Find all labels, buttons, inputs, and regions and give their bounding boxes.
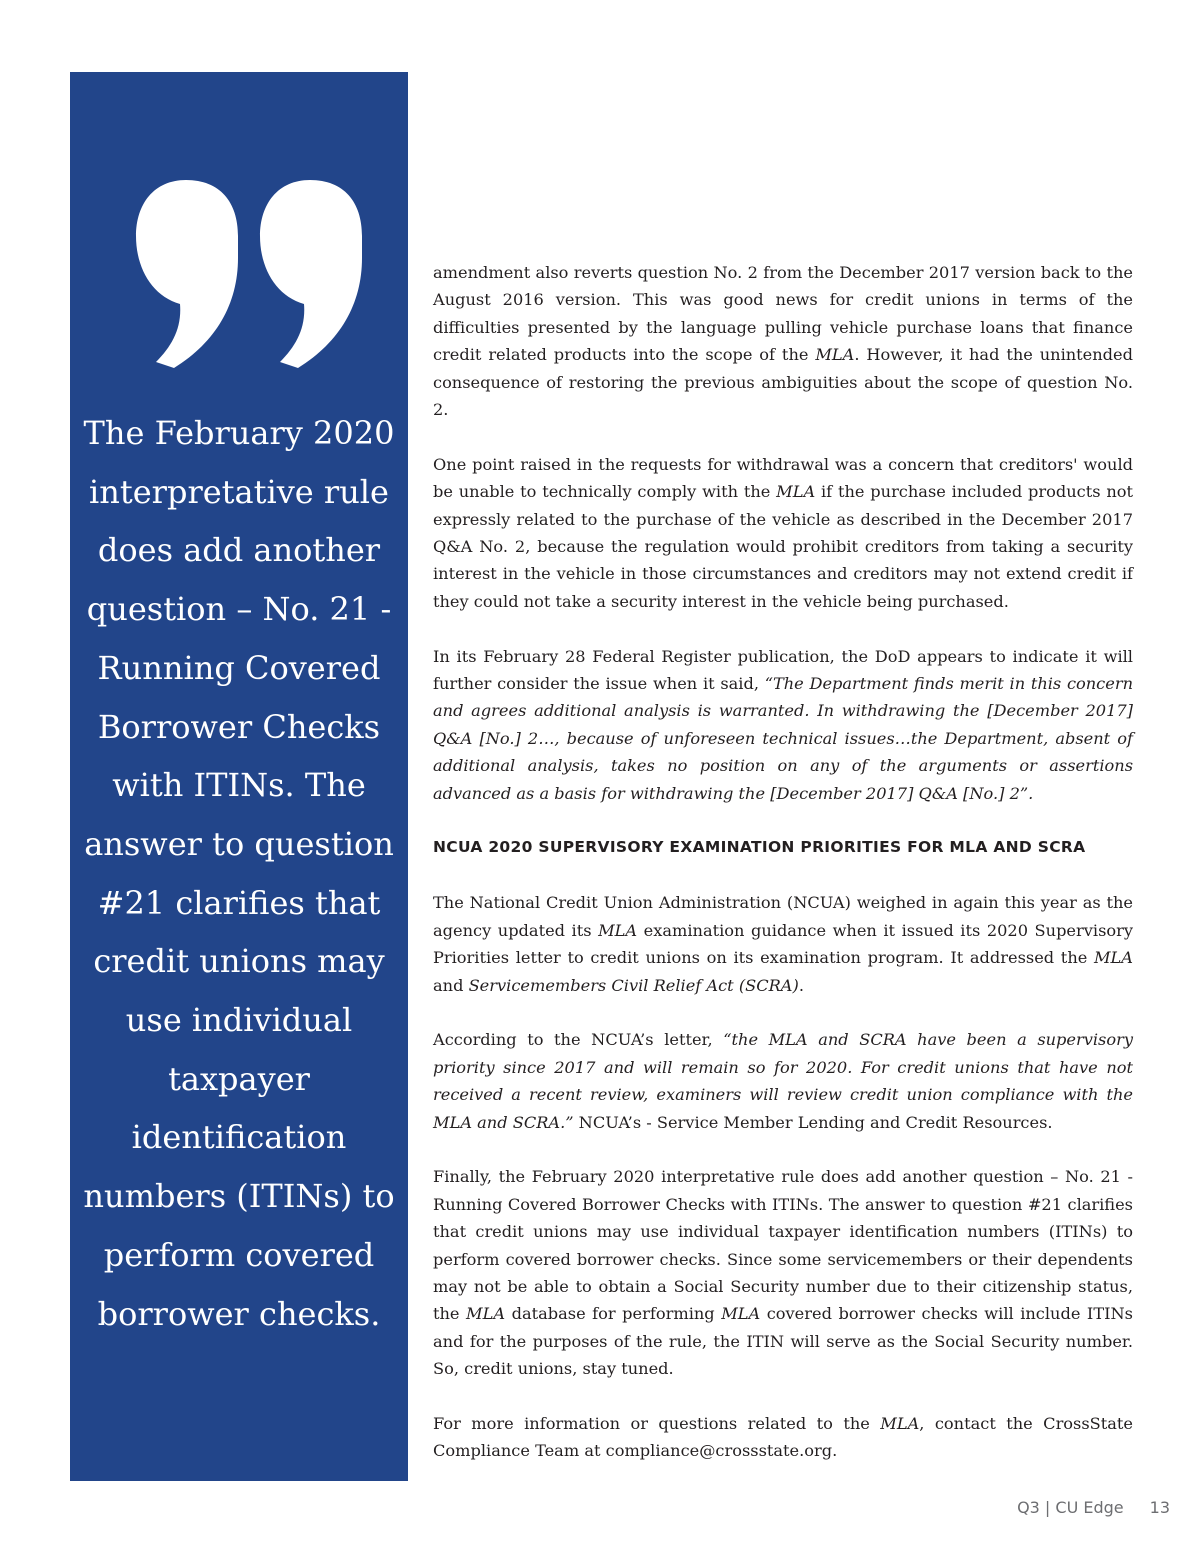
page-footer: [1017, 1498, 1170, 1517]
pull-quote-sidebar: [70, 72, 408, 1481]
paragraph: One point raised in the requests for withdrawal was a concern that creditors' would be unable to technically comply with the MLA if the purchase included products not expressly related to the purchase of the vehicle as described in the December 2017 Q&A No. 2, because the regulation would prohibit creditors from taking a security interest in the vehicle in those circumstances and creditors may not extend credit if they could not take a security interest in the vehicle being purchased.: [433, 454, 1134, 611]
quotation-mark-icon: [134, 178, 364, 368]
pull-quote-text: The February 2020 interpretative rule does add another question – No. 21 - Running Covered Borrower Checks with ITINs. The answer to question #21 clarifies that credit unions may use individual taxpayer identification numbers (ITINs) to perform covered borrower checks.: [83, 414, 395, 1333]
paragraph: amendment also reverts question No. 2 from the December 2017 version back to the August 2016 version. This was good news for credit unions in terms of the difficulties presented by the language pulling vehicle purchase loans that finance credit related products into the scope of the MLA. However, it had the unintended consequence of restoring the previous ambiguities about the scope of question No. 2.: [433, 263, 1133, 420]
section-heading: NCUA 2020 SUPERVISORY EXAMINATION PRIORITIES FOR MLA AND SCRA: [433, 838, 1086, 857]
paragraph: The National Credit Union Administration (NCUA) weighed in again this year as the agency updated its MLA examination guidance when it issued its 2020 Supervisory Priorities letter to credit unions on its examination program. It addressed the MLA and Servicemembers Civil Relief Act (SCRA).: [433, 893, 1134, 995]
article-body: [433, 259, 1133, 1465]
paragraph: For more information or questions related to the MLA, contact the CrossState Compliance Team at compliance@crossstate.org.: [433, 1413, 1133, 1461]
paragraph: According to the NCUA’s letter, “the MLA and SCRA have been a supervisory priority since 2017 and will remain so for 2020. For credit unions that have not received a recent review, examiners will review credit union compliance with the MLA and SCRA.” NCUA’s - Service Member Lending and Credit Resources.: [433, 1030, 1133, 1132]
publication-label: Q3 | CU Edge: [1017, 1498, 1124, 1517]
page-number: 13: [1149, 1498, 1170, 1517]
paragraph: In its February 28 Federal Register publication, the DoD appears to indicate it will further consider the issue when it said, “The Department finds merit in this concern and agrees additional analysis is warranted. In withdrawing the [December 2017] Q&A [No.] 2…, because of unforeseen technical issues…the Department, absent of additional analysis, takes no position on any of the arguments or assertions advanced as a basis for withdrawing the [December 2017] Q&A [No.] 2”.: [433, 646, 1133, 803]
paragraph: Finally, the February 2020 interpretative rule does add another question – No. 21 - Running Covered Borrower Checks with ITINs. The answer to question #21 clarifies that credit unions may use individual taxpayer identification numbers (ITINs) to perform covered borrower checks. Since some servicemembers or their dependents may not be able to obtain a Social Security number due to their citizenship status, the MLA database for performing MLA covered borrower checks will include ITINs and for the purposes of the rule, the ITIN will serve as the Social Security number. So, credit unions, stay tuned.: [433, 1167, 1133, 1379]
